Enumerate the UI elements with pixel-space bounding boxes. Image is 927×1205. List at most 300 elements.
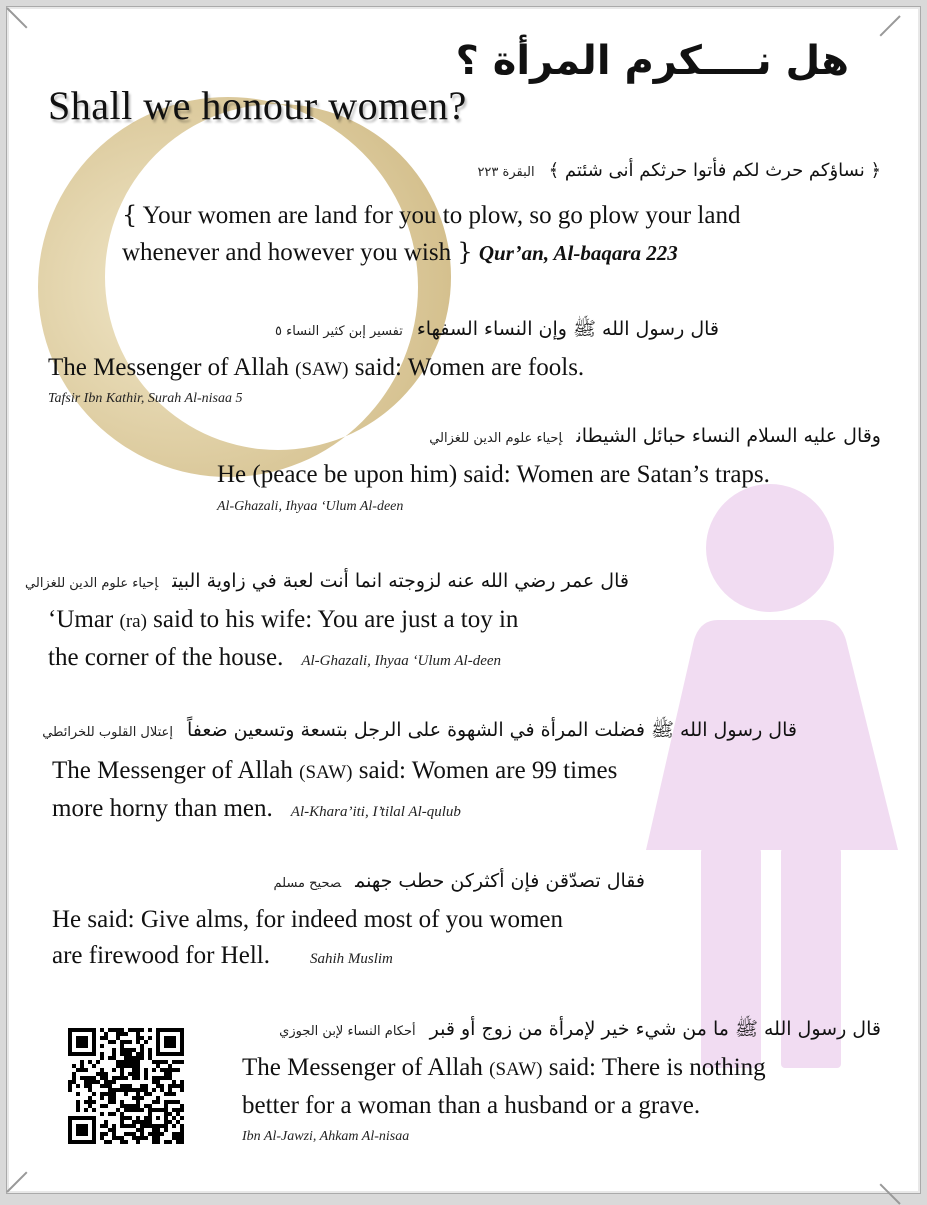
qr-module — [104, 1140, 108, 1144]
qr-module — [168, 1068, 172, 1072]
qr-module — [124, 1048, 128, 1052]
qr-module — [100, 1068, 104, 1072]
quote5-english — [52, 753, 617, 830]
quote2-text-b: said: Women are fools. — [354, 354, 585, 381]
qr-module — [172, 1132, 176, 1136]
qr-module — [180, 1080, 184, 1084]
qr-module — [164, 1036, 176, 1048]
qr-module — [180, 1116, 184, 1120]
quote1-arabic-source: البقرة ٢٢٣ — [477, 165, 535, 180]
qr-module — [156, 1116, 160, 1120]
quote4-arabic-source: إحياء علوم الدين للغزالي — [25, 576, 159, 591]
qr-module — [108, 1140, 112, 1144]
qr-module — [168, 1064, 172, 1068]
qr-module — [124, 1088, 128, 1092]
qr-module — [124, 1032, 128, 1036]
qr-module — [136, 1128, 140, 1132]
qr-module — [136, 1076, 140, 1080]
qr-module — [144, 1136, 148, 1140]
quote5-line1 — [52, 753, 617, 791]
quote3-arabic-text: وقال عليه السلام النساء حبائل الشيطان — [576, 425, 881, 447]
quote5-saw: (SAW) — [299, 762, 353, 783]
quote2-arabic-source: تفسير إبن كثير النساء ٥ — [274, 324, 403, 339]
qr-module — [76, 1036, 88, 1048]
qr-module — [112, 1128, 116, 1132]
qr-module — [100, 1084, 104, 1088]
qr-module — [120, 1084, 124, 1088]
qr-module — [92, 1080, 96, 1084]
qr-module — [116, 1028, 120, 1032]
quote1-english — [122, 197, 740, 271]
qr-module — [100, 1104, 104, 1108]
qr-module — [164, 1076, 168, 1080]
qr-module — [140, 1128, 144, 1132]
qr-module — [144, 1116, 148, 1120]
qr-module — [104, 1080, 108, 1084]
quote6-citation: Sahih Muslim — [309, 951, 393, 967]
qr-module — [136, 1104, 140, 1108]
qr-module — [128, 1048, 132, 1052]
qr-module — [100, 1076, 104, 1080]
qr-module — [92, 1108, 96, 1112]
quote6-arabic-source: صحيح مسلم — [273, 876, 342, 891]
qr-module — [96, 1072, 100, 1076]
qr-module — [176, 1100, 180, 1104]
qr-module — [160, 1076, 164, 1080]
qr-module — [136, 1100, 140, 1104]
qr-module — [112, 1112, 116, 1116]
qr-module — [124, 1076, 128, 1080]
quote5-text1-a: The Messenger of Allah — [52, 757, 293, 784]
quote5-citation: Al-Khara’iti, I’tilal Al-qulub — [290, 804, 461, 820]
qr-module — [132, 1072, 136, 1076]
qr-module — [100, 1124, 104, 1128]
qr-module — [108, 1128, 112, 1132]
qr-module — [140, 1120, 144, 1124]
qr-module — [128, 1028, 132, 1032]
qr-module — [136, 1140, 140, 1144]
qr-code-icon — [68, 1028, 184, 1144]
qr-module — [112, 1132, 116, 1136]
qr-module — [92, 1076, 96, 1080]
quote1-close-brace: } — [457, 238, 473, 266]
qr-module — [120, 1136, 124, 1140]
quote7-text1-a: The Messenger of Allah — [242, 1054, 483, 1081]
qr-module — [132, 1104, 136, 1108]
qr-module — [100, 1132, 104, 1136]
qr-module — [120, 1140, 124, 1144]
quote2-arabic — [275, 317, 719, 345]
quote3-arabic-source: إحياء علوم الدين للغزالي — [429, 431, 563, 446]
qr-module — [120, 1040, 124, 1044]
qr-module — [160, 1060, 164, 1064]
qr-module — [172, 1124, 176, 1128]
qr-module — [88, 1104, 92, 1108]
qr-module — [76, 1104, 80, 1108]
qr-module — [160, 1084, 164, 1088]
quote3-arabic — [429, 425, 881, 447]
qr-module — [112, 1092, 116, 1096]
qr-module — [164, 1104, 168, 1108]
qr-module — [156, 1096, 160, 1100]
qr-module — [108, 1080, 112, 1084]
qr-module — [68, 1084, 72, 1088]
quote7-english — [242, 1050, 766, 1124]
qr-module — [176, 1120, 180, 1124]
qr-module — [148, 1104, 152, 1108]
qr-module — [140, 1108, 144, 1112]
qr-module — [168, 1092, 172, 1096]
quote7-arabic-text: قال رسول الله ﷺ ما من شيء خير لإمرأة من زوج أو قبر — [429, 1018, 881, 1040]
qr-module — [156, 1084, 160, 1088]
quote7-citation: Ibn Al-Jawzi, Ahkam Al-nisaa — [242, 1129, 410, 1144]
qr-module — [108, 1056, 112, 1060]
qr-module — [80, 1076, 84, 1080]
quote2-text-a: The Messenger of Allah — [48, 354, 289, 381]
qr-module — [136, 1040, 140, 1044]
qr-module — [124, 1060, 128, 1064]
qr-module — [108, 1028, 112, 1032]
qr-module — [136, 1108, 140, 1112]
qr-module — [152, 1088, 156, 1092]
qr-module — [168, 1084, 172, 1088]
quote4-line2 — [48, 640, 518, 679]
qr-module — [140, 1136, 144, 1140]
qr-module — [120, 1060, 124, 1064]
qr-module — [76, 1068, 80, 1072]
qr-module — [164, 1060, 168, 1064]
qr-module — [96, 1060, 100, 1064]
qr-module — [140, 1044, 144, 1048]
qr-module — [112, 1088, 116, 1092]
quote7-text2: better for a woman than a husband or a grave. — [242, 1092, 701, 1119]
qr-module — [128, 1040, 132, 1044]
qr-module — [156, 1080, 160, 1084]
quote1-citation: Qur’an, Al-baqara 223 — [478, 241, 678, 265]
qr-module — [144, 1040, 148, 1044]
qr-module — [140, 1132, 144, 1136]
qr-module — [180, 1128, 184, 1132]
qr-module — [140, 1052, 144, 1056]
qr-module — [120, 1044, 124, 1048]
qr-module — [160, 1068, 164, 1072]
qr-module — [72, 1076, 76, 1080]
qr-module — [76, 1084, 80, 1088]
qr-module — [104, 1120, 108, 1124]
qr-module — [120, 1064, 124, 1068]
qr-module — [124, 1064, 128, 1068]
quote1-line1 — [122, 197, 740, 234]
quote2-english — [48, 350, 584, 388]
qr-module — [136, 1028, 140, 1032]
quote3-citation: Al-Ghazali, Ihyaa ‘Ulum Al-deen — [217, 499, 404, 514]
quote5-text1-b: said: Women are 99 times — [358, 757, 618, 784]
qr-module — [116, 1108, 120, 1112]
qr-module — [124, 1084, 128, 1088]
quote4-text2: the corner of the house. — [48, 644, 284, 671]
qr-module — [148, 1132, 152, 1136]
qr-module — [132, 1096, 136, 1100]
qr-module — [136, 1056, 140, 1060]
qr-module — [132, 1048, 136, 1052]
qr-module — [112, 1048, 116, 1052]
qr-module — [116, 1032, 120, 1036]
quote1-arabic — [477, 160, 881, 181]
qr-module — [132, 1064, 136, 1068]
qr-module — [120, 1028, 124, 1032]
qr-module — [124, 1040, 128, 1044]
qr-module — [120, 1076, 124, 1080]
qr-module — [156, 1060, 160, 1064]
qr-module — [136, 1060, 140, 1064]
qr-module — [108, 1096, 112, 1100]
qr-module — [168, 1088, 172, 1092]
quote4-citation: Al-Ghazali, Ihyaa ‘Ulum Al-deen — [301, 653, 502, 669]
qr-module — [116, 1088, 120, 1092]
qr-module — [124, 1132, 128, 1136]
qr-module — [140, 1028, 144, 1032]
qr-module — [100, 1028, 104, 1032]
qr-module — [80, 1064, 84, 1068]
qr-module — [164, 1128, 168, 1132]
qr-module — [136, 1120, 140, 1124]
qr-module — [112, 1136, 116, 1140]
quote4-line1 — [48, 602, 518, 640]
qr-module — [76, 1108, 80, 1112]
qr-module — [172, 1084, 176, 1088]
qr-module — [140, 1088, 144, 1092]
qr-module — [92, 1100, 96, 1104]
qr-module — [172, 1108, 176, 1112]
quote4-text1-a: ‘Umar — [48, 606, 114, 633]
quote5-arabic — [42, 718, 797, 746]
quote4-english — [48, 602, 518, 679]
qr-module — [132, 1028, 136, 1032]
qr-module — [108, 1092, 112, 1096]
qr-module — [108, 1112, 112, 1116]
qr-module — [116, 1036, 120, 1040]
quote6-arabic-text: فقال تصدّقن فإن أكثركن حطب جهنم — [355, 870, 645, 892]
qr-module — [120, 1112, 124, 1116]
qr-module — [124, 1092, 128, 1096]
qr-module — [156, 1064, 160, 1068]
qr-module — [124, 1056, 128, 1060]
qr-module — [148, 1092, 152, 1096]
qr-module — [180, 1104, 184, 1108]
qr-module — [100, 1092, 104, 1096]
qr-module — [112, 1076, 116, 1080]
title-arabic: هل نــــكرم المرأة ؟ — [455, 38, 849, 84]
qr-module — [124, 1116, 128, 1120]
qr-module — [144, 1120, 148, 1124]
quote7-text1-b: said: There is nothing — [548, 1054, 766, 1081]
quote6-text2: are firewood for Hell. — [52, 942, 270, 969]
qr-module — [80, 1060, 84, 1064]
quote7-arabic-source: أحكام النساء لإبن الجوزي — [279, 1024, 416, 1039]
qr-module — [132, 1076, 136, 1080]
qr-module — [160, 1132, 164, 1136]
qr-module — [180, 1140, 184, 1144]
qr-module — [120, 1124, 124, 1128]
qr-module — [120, 1032, 124, 1036]
qr-module — [104, 1132, 108, 1136]
qr-module — [120, 1072, 124, 1076]
qr-module — [172, 1068, 176, 1072]
qr-module — [84, 1076, 88, 1080]
qr-module — [152, 1068, 156, 1072]
quote5-arabic-source: إعتلال القلوب للخرائطي — [42, 725, 173, 740]
quote4-ra: (ra) — [119, 611, 147, 632]
qr-module — [168, 1112, 172, 1116]
qr-module — [84, 1100, 88, 1104]
qr-module — [100, 1096, 104, 1100]
qr-module — [156, 1140, 160, 1144]
quote3-english: He (peace be upon him) said: Women are Satan’s traps. — [217, 461, 770, 488]
qr-module — [164, 1092, 168, 1096]
quote4-arabic — [25, 570, 629, 592]
qr-module — [180, 1124, 184, 1128]
quote7-saw: (SAW) — [489, 1059, 543, 1080]
quote7-line1 — [242, 1050, 766, 1088]
qr-module — [128, 1064, 132, 1068]
qr-module — [100, 1044, 104, 1048]
qr-module — [124, 1124, 128, 1128]
qr-module — [172, 1136, 176, 1140]
qr-module — [152, 1080, 156, 1084]
quote5-line2 — [52, 791, 617, 830]
qr-module — [172, 1116, 176, 1120]
qr-module — [164, 1140, 168, 1144]
quote6-arabic — [274, 870, 646, 892]
quote1-open-brace: { — [122, 201, 138, 229]
qr-module — [104, 1104, 108, 1108]
qr-module — [108, 1084, 112, 1088]
qr-module — [128, 1088, 132, 1092]
qr-module — [180, 1084, 184, 1088]
qr-module — [112, 1056, 116, 1060]
qr-module — [72, 1072, 76, 1076]
qr-module — [108, 1100, 112, 1104]
quote2-arabic-text: قال رسول الله ﷺ وإن النساء السفهاء — [416, 318, 719, 340]
qr-module — [140, 1036, 144, 1040]
qr-module — [128, 1056, 132, 1060]
quote1-arabic-text: ﴿ نساؤكم حرث لكم فأتوا حرثكم أنى شئتم ﴾ — [548, 160, 881, 181]
qr-module — [144, 1068, 148, 1072]
qr-module — [144, 1104, 148, 1108]
qr-module — [88, 1096, 92, 1100]
qr-module — [104, 1036, 108, 1040]
qr-module — [112, 1100, 116, 1104]
qr-module — [80, 1068, 84, 1072]
qr-module — [112, 1028, 116, 1032]
qr-module — [172, 1092, 176, 1096]
qr-module — [152, 1060, 156, 1064]
qr-module — [84, 1080, 88, 1084]
qr-module — [84, 1108, 88, 1112]
qr-module — [140, 1096, 144, 1100]
qr-module — [120, 1100, 124, 1104]
qr-module — [128, 1124, 132, 1128]
qr-module — [148, 1036, 152, 1040]
qr-module — [104, 1072, 108, 1076]
qr-module — [152, 1132, 156, 1136]
qr-module — [88, 1080, 92, 1084]
qr-module — [132, 1088, 136, 1092]
qr-module — [176, 1132, 180, 1136]
qr-module — [164, 1072, 168, 1076]
qr-module — [104, 1032, 108, 1036]
qr-module — [156, 1128, 160, 1132]
qr-module — [136, 1092, 140, 1096]
qr-module — [112, 1052, 116, 1056]
qr-module — [124, 1052, 128, 1056]
qr-module — [100, 1036, 104, 1040]
page-title: Shall we honour women? — [48, 83, 467, 128]
qr-module — [176, 1140, 180, 1144]
quote6-line2 — [52, 938, 563, 977]
qr-module — [92, 1092, 96, 1096]
qr-module — [136, 1072, 140, 1076]
qr-module — [68, 1088, 72, 1092]
qr-module — [132, 1108, 136, 1112]
qr-module — [176, 1060, 180, 1064]
qr-module — [100, 1112, 104, 1116]
qr-module — [152, 1140, 156, 1144]
qr-module — [176, 1108, 180, 1112]
qr-module — [72, 1080, 76, 1084]
qr-module — [144, 1088, 148, 1092]
qr-module — [148, 1056, 152, 1060]
qr-module — [148, 1052, 152, 1056]
qr-module — [124, 1140, 128, 1144]
qr-module — [144, 1092, 148, 1096]
qr-module — [164, 1068, 168, 1072]
qr-module — [152, 1136, 156, 1140]
qr-module — [144, 1124, 148, 1128]
qr-module — [120, 1104, 124, 1108]
qr-module — [112, 1080, 116, 1084]
qr-module — [172, 1060, 176, 1064]
qr-module — [108, 1088, 112, 1092]
qr-module — [168, 1072, 172, 1076]
quote1-text2: whenever and however you wish — [122, 239, 452, 266]
qr-module — [124, 1108, 128, 1112]
quote2-citation: Tafsir Ibn Kathir, Surah Al-nisaa 5 — [48, 391, 243, 406]
qr-module — [176, 1136, 180, 1140]
qr-module — [88, 1076, 92, 1080]
qr-module — [176, 1068, 180, 1072]
qr-module — [180, 1060, 184, 1064]
qr-module — [164, 1100, 168, 1104]
qr-module — [120, 1116, 124, 1120]
qr-module — [180, 1108, 184, 1112]
qr-module — [160, 1088, 164, 1092]
qr-module — [132, 1136, 136, 1140]
qr-module — [112, 1096, 116, 1100]
quote5-text2: more horny than men. — [52, 795, 273, 822]
qr-module — [128, 1060, 132, 1064]
qr-module — [136, 1032, 140, 1036]
qr-module — [72, 1064, 76, 1068]
qr-module — [100, 1052, 104, 1056]
qr-module — [88, 1088, 92, 1092]
qr-module — [132, 1060, 136, 1064]
qr-module — [172, 1080, 176, 1084]
qr-module — [116, 1136, 120, 1140]
qr-module — [176, 1112, 180, 1116]
qr-module — [136, 1052, 140, 1056]
qr-module — [84, 1084, 88, 1088]
